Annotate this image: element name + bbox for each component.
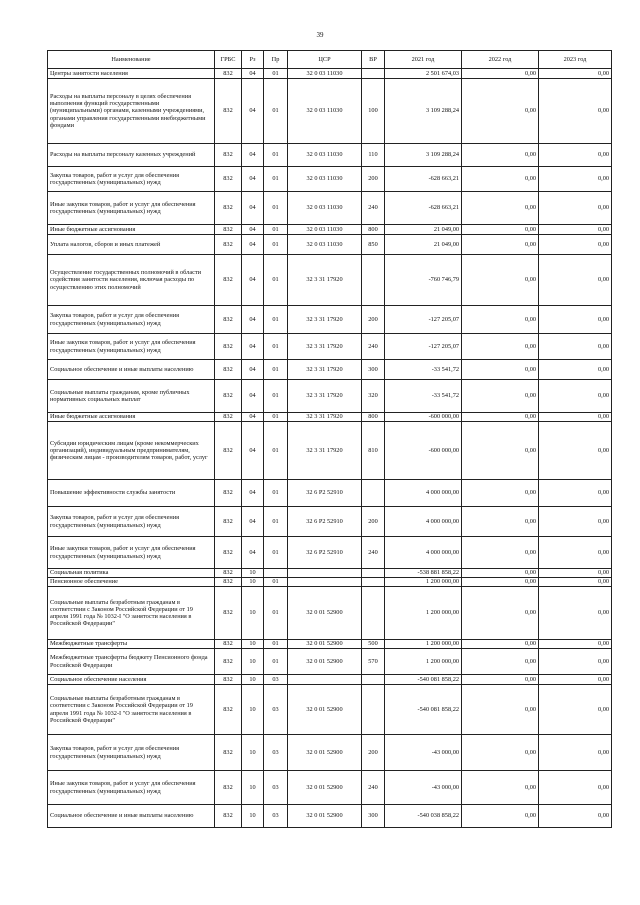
cell-grbs: 832	[215, 537, 242, 569]
cell-v2021: -33 541,72	[385, 360, 462, 380]
cell-rz: 04	[242, 380, 264, 413]
cell-v2022: 0,00	[462, 192, 539, 225]
cell-v2023: 0,00	[539, 480, 612, 507]
cell-csr: 32 3 31 17920	[288, 422, 362, 480]
cell-v2021: -43 000,00	[385, 735, 462, 771]
cell-v2022: 0,00	[462, 235, 539, 255]
table-row	[48, 255, 612, 306]
cell-v2023: 0,00	[539, 334, 612, 360]
cell-name: Социальные выплаты безработным гражданам в соответствии с Законом Российской Федерации от 19 апреля 1991 года № 1032-I "О занятости населения в Российской Федерации"	[48, 685, 215, 735]
cell-v2021: 4 000 000,00	[385, 480, 462, 507]
cell-v2021: -127 205,07	[385, 306, 462, 334]
cell-v2022: 0,00	[462, 360, 539, 380]
cell-grbs: 832	[215, 360, 242, 380]
cell-pr: 01	[264, 144, 288, 167]
cell-v2023: 0,00	[539, 255, 612, 306]
cell-rz: 04	[242, 334, 264, 360]
cell-csr: 32 0 03 11030	[288, 144, 362, 167]
cell-rz: 04	[242, 69, 264, 79]
cell-v2023: 0,00	[539, 79, 612, 144]
cell-pr: 01	[264, 578, 288, 587]
cell-csr: 32 0 03 11030	[288, 79, 362, 144]
table-body	[48, 69, 612, 828]
cell-name: Пенсионное обеспечение	[48, 578, 215, 587]
cell-rz: 10	[242, 649, 264, 675]
cell-csr: 32 0 03 11030	[288, 69, 362, 79]
cell-name: Иные закупки товаров, работ и услуг для обеспечения государственных (муниципальных) нужд	[48, 334, 215, 360]
cell-vr: 100	[362, 79, 385, 144]
cell-grbs: 832	[215, 507, 242, 537]
cell-rz: 04	[242, 360, 264, 380]
cell-v2023: 0,00	[539, 235, 612, 255]
cell-vr: 800	[362, 413, 385, 422]
cell-grbs: 832	[215, 805, 242, 828]
cell-rz: 04	[242, 480, 264, 507]
cell-vr: 200	[362, 306, 385, 334]
header-2023: 2023 год	[539, 51, 612, 69]
cell-grbs: 832	[215, 480, 242, 507]
cell-vr: 300	[362, 805, 385, 828]
cell-csr: 32 0 01 52900	[288, 685, 362, 735]
cell-pr: 03	[264, 685, 288, 735]
cell-v2021: 1 200 000,00	[385, 649, 462, 675]
cell-grbs: 832	[215, 380, 242, 413]
cell-pr: 03	[264, 675, 288, 685]
cell-pr: 01	[264, 649, 288, 675]
cell-name: Социальное обеспечение населения	[48, 675, 215, 685]
table-row	[48, 805, 612, 828]
cell-name: Субсидии юридическим лицам (кроме некоммерческих организаций), индивидуальным предпринимателям, физическим лицам - производителям товаров, работ, услуг	[48, 422, 215, 480]
table-row	[48, 578, 612, 587]
cell-rz: 10	[242, 578, 264, 587]
cell-v2022: 0,00	[462, 306, 539, 334]
cell-name: Межбюджетные трансферты бюджету Пенсионного фонда Российской Федерации	[48, 649, 215, 675]
cell-vr	[362, 69, 385, 79]
cell-grbs: 832	[215, 675, 242, 685]
cell-grbs: 832	[215, 144, 242, 167]
cell-name: Расходы на выплаты персоналу казенных учреждений	[48, 144, 215, 167]
cell-v2021: 1 200 000,00	[385, 587, 462, 640]
cell-pr: 01	[264, 334, 288, 360]
cell-vr: 240	[362, 537, 385, 569]
cell-vr	[362, 675, 385, 685]
table-row	[48, 640, 612, 649]
table-row	[48, 649, 612, 675]
cell-pr: 01	[264, 255, 288, 306]
cell-pr: 01	[264, 235, 288, 255]
cell-vr	[362, 685, 385, 735]
cell-name: Закупка товаров, работ и услуг для обеспечения государственных (муниципальных) нужд	[48, 735, 215, 771]
cell-v2023: 0,00	[539, 192, 612, 225]
cell-pr: 01	[264, 192, 288, 225]
cell-v2021: -540 081 858,22	[385, 675, 462, 685]
cell-grbs: 832	[215, 225, 242, 235]
cell-rz: 10	[242, 569, 264, 578]
cell-v2021: -628 663,21	[385, 167, 462, 192]
cell-csr: 32 0 03 11030	[288, 235, 362, 255]
table-row	[48, 306, 612, 334]
cell-csr: 32 3 31 17920	[288, 380, 362, 413]
cell-csr	[288, 569, 362, 578]
table-row	[48, 360, 612, 380]
cell-v2022: 0,00	[462, 649, 539, 675]
table-row	[48, 569, 612, 578]
cell-csr: 32 3 31 17920	[288, 334, 362, 360]
cell-v2023: 0,00	[539, 225, 612, 235]
cell-csr: 32 0 03 11030	[288, 192, 362, 225]
cell-csr: 32 0 01 52900	[288, 771, 362, 805]
cell-rz: 10	[242, 675, 264, 685]
cell-pr	[264, 569, 288, 578]
cell-v2022: 0,00	[462, 685, 539, 735]
cell-vr: 850	[362, 235, 385, 255]
cell-csr: 32 0 01 52900	[288, 735, 362, 771]
table-row	[48, 735, 612, 771]
cell-v2023: 0,00	[539, 649, 612, 675]
cell-pr: 01	[264, 360, 288, 380]
cell-v2023: 0,00	[539, 587, 612, 640]
cell-grbs: 832	[215, 569, 242, 578]
cell-name: Уплата налогов, сборов и иных платежей	[48, 235, 215, 255]
cell-csr: 32 0 01 52900	[288, 587, 362, 640]
table-row	[48, 144, 612, 167]
cell-v2021: -538 881 858,22	[385, 569, 462, 578]
cell-v2023: 0,00	[539, 675, 612, 685]
cell-rz: 10	[242, 587, 264, 640]
cell-name: Закупка товаров, работ и услуг для обеспечения государственных (муниципальных) нужд	[48, 507, 215, 537]
cell-pr: 01	[264, 480, 288, 507]
cell-v2021: 3 109 288,24	[385, 79, 462, 144]
cell-grbs: 832	[215, 413, 242, 422]
cell-v2023: 0,00	[539, 578, 612, 587]
cell-v2023: 0,00	[539, 380, 612, 413]
cell-v2021: -540 038 858,22	[385, 805, 462, 828]
header-row	[48, 51, 612, 69]
cell-v2021: -540 081 858,22	[385, 685, 462, 735]
cell-v2022: 0,00	[462, 144, 539, 167]
cell-v2023: 0,00	[539, 507, 612, 537]
cell-rz: 10	[242, 640, 264, 649]
cell-csr: 32 3 31 17920	[288, 360, 362, 380]
cell-vr	[362, 480, 385, 507]
cell-grbs: 832	[215, 306, 242, 334]
cell-v2023: 0,00	[539, 685, 612, 735]
cell-name: Центры занятости населения	[48, 69, 215, 79]
cell-v2022: 0,00	[462, 413, 539, 422]
cell-rz: 10	[242, 685, 264, 735]
cell-grbs: 832	[215, 422, 242, 480]
cell-v2021: -628 663,21	[385, 192, 462, 225]
cell-rz: 04	[242, 507, 264, 537]
cell-pr: 01	[264, 507, 288, 537]
table-row	[48, 587, 612, 640]
cell-v2022: 0,00	[462, 578, 539, 587]
cell-v2023: 0,00	[539, 360, 612, 380]
table-row	[48, 422, 612, 480]
cell-name: Расходы на выплаты персоналу в целях обеспечения выполнения функций государственными (муниципальными) органами, казенными учреждениями, органами управления государственными внебюджетными фондами	[48, 79, 215, 144]
cell-csr: 32 6 Р2 52910	[288, 537, 362, 569]
cell-name: Иные бюджетные ассигнования	[48, 413, 215, 422]
cell-v2023: 0,00	[539, 422, 612, 480]
cell-rz: 04	[242, 79, 264, 144]
cell-name: Социальная политика	[48, 569, 215, 578]
cell-v2023: 0,00	[539, 69, 612, 79]
cell-csr: 32 6 Р2 52910	[288, 507, 362, 537]
cell-v2022: 0,00	[462, 380, 539, 413]
cell-v2022: 0,00	[462, 334, 539, 360]
header-2021: 2021 год	[385, 51, 462, 69]
cell-rz: 10	[242, 735, 264, 771]
cell-v2022: 0,00	[462, 640, 539, 649]
cell-v2021: 1 200 000,00	[385, 578, 462, 587]
cell-rz: 04	[242, 192, 264, 225]
header-vr: ВР	[362, 51, 385, 69]
cell-v2022: 0,00	[462, 735, 539, 771]
cell-v2022: 0,00	[462, 805, 539, 828]
cell-csr: 32 6 Р2 52910	[288, 480, 362, 507]
cell-pr: 01	[264, 587, 288, 640]
cell-v2021: -600 000,00	[385, 413, 462, 422]
cell-rz: 04	[242, 255, 264, 306]
cell-name: Закупка товаров, работ и услуг для обеспечения государственных (муниципальных) нужд	[48, 306, 215, 334]
cell-v2022: 0,00	[462, 255, 539, 306]
cell-vr: 300	[362, 360, 385, 380]
cell-name: Иные закупки товаров, работ и услуг для обеспечения государственных (муниципальных) нужд	[48, 537, 215, 569]
cell-vr: 810	[362, 422, 385, 480]
cell-pr: 01	[264, 537, 288, 569]
cell-vr: 320	[362, 380, 385, 413]
cell-v2023: 0,00	[539, 805, 612, 828]
header-rz: Рз	[242, 51, 264, 69]
cell-vr	[362, 255, 385, 306]
cell-pr: 01	[264, 167, 288, 192]
cell-rz: 04	[242, 167, 264, 192]
cell-grbs: 832	[215, 235, 242, 255]
table-row	[48, 167, 612, 192]
cell-v2023: 0,00	[539, 569, 612, 578]
cell-grbs: 832	[215, 685, 242, 735]
cell-name: Иные бюджетные ассигнования	[48, 225, 215, 235]
cell-vr: 110	[362, 144, 385, 167]
cell-vr	[362, 578, 385, 587]
cell-rz: 04	[242, 225, 264, 235]
header-pr: Пр	[264, 51, 288, 69]
cell-vr	[362, 569, 385, 578]
header-2022: 2022 год	[462, 51, 539, 69]
cell-v2021: 2 501 674,03	[385, 69, 462, 79]
cell-name: Социальное обеспечение и иные выплаты населению	[48, 805, 215, 828]
cell-grbs: 832	[215, 649, 242, 675]
cell-csr	[288, 578, 362, 587]
cell-name: Социальные выплаты безработным гражданам в соответствии с Законом Российской Федерации от 19 апреля 1991 года № 1032-I "О занятости населения в Российской Федерации"	[48, 587, 215, 640]
cell-v2022: 0,00	[462, 69, 539, 79]
cell-v2021: 4 000 000,00	[385, 507, 462, 537]
table-row	[48, 480, 612, 507]
cell-v2023: 0,00	[539, 144, 612, 167]
cell-v2021: -33 541,72	[385, 380, 462, 413]
cell-v2022: 0,00	[462, 225, 539, 235]
cell-v2022: 0,00	[462, 480, 539, 507]
header-csr: ЦСР	[288, 51, 362, 69]
budget-table	[47, 50, 612, 828]
table-row	[48, 771, 612, 805]
table-row	[48, 225, 612, 235]
cell-v2023: 0,00	[539, 640, 612, 649]
cell-name: Закупка товаров, работ и услуг для обеспечения государственных (муниципальных) нужд	[48, 167, 215, 192]
cell-pr: 01	[264, 69, 288, 79]
cell-csr: 32 0 01 52900	[288, 640, 362, 649]
cell-v2023: 0,00	[539, 735, 612, 771]
table-row	[48, 537, 612, 569]
cell-v2022: 0,00	[462, 569, 539, 578]
cell-v2022: 0,00	[462, 537, 539, 569]
cell-csr: 32 3 31 17920	[288, 413, 362, 422]
cell-pr: 03	[264, 805, 288, 828]
table-row	[48, 235, 612, 255]
cell-vr	[362, 587, 385, 640]
table-row	[48, 507, 612, 537]
cell-v2021: -43 000,00	[385, 771, 462, 805]
cell-v2022: 0,00	[462, 587, 539, 640]
cell-v2022: 0,00	[462, 675, 539, 685]
table-row	[48, 79, 612, 144]
cell-rz: 04	[242, 413, 264, 422]
cell-rz: 04	[242, 537, 264, 569]
cell-vr: 800	[362, 225, 385, 235]
cell-grbs: 832	[215, 255, 242, 306]
table-row	[48, 685, 612, 735]
cell-vr: 570	[362, 649, 385, 675]
table-row	[48, 380, 612, 413]
cell-csr: 32 0 03 11030	[288, 167, 362, 192]
cell-pr: 01	[264, 380, 288, 413]
cell-rz: 04	[242, 235, 264, 255]
cell-name: Иные закупки товаров, работ и услуг для обеспечения государственных (муниципальных) нужд	[48, 192, 215, 225]
cell-csr: 32 3 31 17920	[288, 306, 362, 334]
cell-rz: 10	[242, 805, 264, 828]
cell-v2021: 21 049,00	[385, 235, 462, 255]
cell-vr: 200	[362, 167, 385, 192]
table-row	[48, 334, 612, 360]
cell-grbs: 832	[215, 167, 242, 192]
page-number: 39	[316, 31, 324, 39]
cell-rz: 04	[242, 306, 264, 334]
cell-v2023: 0,00	[539, 306, 612, 334]
cell-grbs: 832	[215, 578, 242, 587]
cell-grbs: 832	[215, 79, 242, 144]
cell-v2022: 0,00	[462, 771, 539, 805]
cell-name: Повышение эффективности службы занятости	[48, 480, 215, 507]
cell-v2022: 0,00	[462, 422, 539, 480]
cell-pr: 01	[264, 306, 288, 334]
cell-vr: 240	[362, 334, 385, 360]
cell-vr: 200	[362, 735, 385, 771]
cell-v2021: -760 746,79	[385, 255, 462, 306]
cell-name: Осуществление государственных полномочий в области содействия занятости населения, включая расходы по осуществлению этих полномочий	[48, 255, 215, 306]
cell-v2021: 21 049,00	[385, 225, 462, 235]
cell-csr: 32 0 03 11030	[288, 225, 362, 235]
cell-rz: 10	[242, 771, 264, 805]
cell-grbs: 832	[215, 192, 242, 225]
cell-v2022: 0,00	[462, 79, 539, 144]
header-name: Наименование	[48, 51, 215, 69]
cell-v2021: -127 205,07	[385, 334, 462, 360]
cell-pr: 01	[264, 225, 288, 235]
cell-v2023: 0,00	[539, 167, 612, 192]
cell-grbs: 832	[215, 735, 242, 771]
cell-pr: 01	[264, 413, 288, 422]
cell-pr: 01	[264, 79, 288, 144]
cell-v2021: -600 000,00	[385, 422, 462, 480]
table-row	[48, 413, 612, 422]
cell-v2021: 3 109 288,24	[385, 144, 462, 167]
cell-pr: 01	[264, 422, 288, 480]
table-row	[48, 69, 612, 79]
cell-vr: 200	[362, 507, 385, 537]
cell-csr: 32 3 31 17920	[288, 255, 362, 306]
cell-vr: 240	[362, 771, 385, 805]
cell-grbs: 832	[215, 334, 242, 360]
table-row	[48, 192, 612, 225]
cell-vr: 500	[362, 640, 385, 649]
cell-grbs: 832	[215, 69, 242, 79]
cell-pr: 03	[264, 771, 288, 805]
cell-csr	[288, 675, 362, 685]
cell-v2023: 0,00	[539, 413, 612, 422]
cell-pr: 01	[264, 640, 288, 649]
cell-grbs: 832	[215, 771, 242, 805]
cell-v2022: 0,00	[462, 167, 539, 192]
cell-v2023: 0,00	[539, 537, 612, 569]
cell-csr: 32 0 01 52900	[288, 805, 362, 828]
cell-name: Социальное обеспечение и иные выплаты населению	[48, 360, 215, 380]
cell-v2021: 1 200 000,00	[385, 640, 462, 649]
cell-csr: 32 0 01 52900	[288, 649, 362, 675]
table-row	[48, 675, 612, 685]
cell-name: Иные закупки товаров, работ и услуг для обеспечения государственных (муниципальных) нужд	[48, 771, 215, 805]
cell-v2023: 0,00	[539, 771, 612, 805]
cell-name: Социальные выплаты гражданам, кроме публичных нормативных социальных выплат	[48, 380, 215, 413]
cell-v2022: 0,00	[462, 507, 539, 537]
cell-name: Межбюджетные трансферты	[48, 640, 215, 649]
cell-grbs: 832	[215, 587, 242, 640]
cell-grbs: 832	[215, 640, 242, 649]
header-grbs: ГРБС	[215, 51, 242, 69]
cell-rz: 04	[242, 144, 264, 167]
cell-vr: 240	[362, 192, 385, 225]
cell-rz: 04	[242, 422, 264, 480]
cell-v2021: 4 000 000,00	[385, 537, 462, 569]
cell-pr: 03	[264, 735, 288, 771]
